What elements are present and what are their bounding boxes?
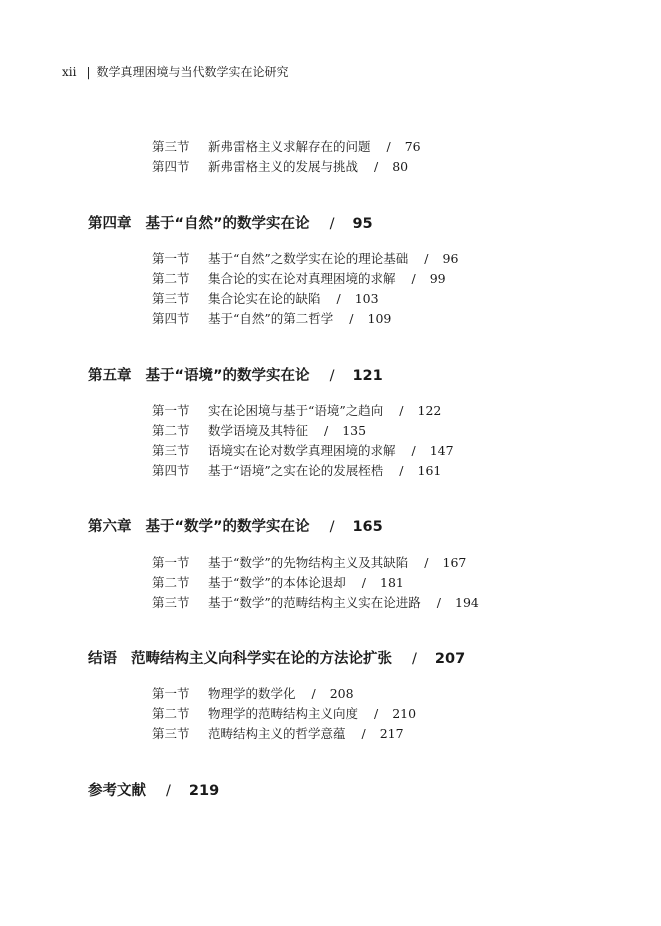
slash: /	[361, 575, 366, 590]
chapter-page: 207	[434, 651, 466, 667]
section-page: 76	[404, 139, 421, 154]
section-title: 基于“数学”的本体论退却	[208, 575, 346, 590]
toc-section-entry[interactable]	[152, 463, 441, 479]
section-number: 第二节	[152, 423, 190, 438]
slash: /	[361, 726, 366, 741]
chapter-page: 95	[352, 216, 373, 232]
section-title: 实在论困境与基于“语境”之趋向	[208, 403, 384, 418]
section-title: 范畴结构主义的哲学意蕴	[208, 726, 346, 741]
toc-section-entry[interactable]	[152, 423, 366, 439]
section-title: 基于“自然”之数学实在论的理论基础	[208, 251, 409, 266]
section-number: 第四节	[152, 311, 190, 326]
section-number: 第四节	[152, 159, 190, 174]
section-page: 167	[442, 555, 467, 570]
section-number: 第二节	[152, 271, 190, 286]
slash: /	[412, 651, 417, 667]
section-page: 135	[342, 423, 367, 438]
chapter-title: 基于“自然”的数学实在论	[145, 216, 310, 232]
chapter-title: 基于“语境”的数学实在论	[145, 368, 310, 384]
references-page: 219	[188, 783, 220, 799]
slash: /	[436, 595, 442, 610]
section-page: 99	[429, 271, 446, 286]
section-number: 第一节	[152, 251, 190, 266]
slash: /	[399, 463, 404, 478]
section-number: 第二节	[152, 575, 190, 590]
toc-chapter-4[interactable]	[88, 214, 373, 234]
slash: /	[311, 686, 316, 701]
slash: /	[424, 555, 429, 570]
section-title: 基于“数学”的先物结构主义及其缺陷	[208, 555, 409, 570]
section-number: 第二节	[152, 706, 190, 721]
section-title: 新弗雷格主义求解存在的问题	[208, 139, 371, 154]
section-number: 第三节	[152, 291, 190, 306]
toc-section-entry[interactable]	[152, 271, 446, 287]
slash: /	[329, 368, 335, 384]
header-separator: |	[86, 65, 91, 79]
slash: /	[411, 443, 416, 458]
toc-section-entry[interactable]	[152, 139, 421, 155]
toc-chapter-6[interactable]	[88, 517, 383, 537]
section-title: 基于“自然”的第二哲学	[208, 311, 334, 326]
section-page: 122	[417, 403, 442, 418]
slash: /	[336, 291, 341, 306]
chapter-number: 第四章	[88, 216, 132, 232]
section-number: 第一节	[152, 403, 190, 418]
toc-section-entry[interactable]	[152, 706, 416, 722]
section-number: 第三节	[152, 139, 190, 154]
toc-section-entry[interactable]	[152, 443, 454, 459]
section-page: 208	[329, 686, 354, 701]
slash: /	[329, 216, 335, 232]
section-number: 第四节	[152, 463, 190, 478]
chapter-number: 结语	[88, 651, 117, 667]
toc-references[interactable]	[88, 781, 219, 801]
toc-chapter-5[interactable]	[88, 366, 383, 386]
toc-section-entry[interactable]	[152, 403, 441, 419]
toc-section-entry[interactable]	[152, 575, 404, 591]
section-number: 第三节	[152, 443, 190, 458]
slash: /	[349, 311, 354, 326]
slash: /	[374, 159, 379, 174]
section-page: 80	[392, 159, 409, 174]
section-page: 217	[379, 726, 404, 741]
section-title: 物理学的范畴结构主义向度	[208, 706, 359, 721]
toc-section-entry[interactable]	[152, 159, 408, 175]
chapter-page: 121	[352, 368, 383, 384]
section-title: 基于“数学”的范畴结构主义实在论进路	[208, 595, 421, 610]
toc-section-entry[interactable]	[152, 686, 354, 702]
section-title: 集合论实在论的缺陷	[208, 291, 321, 306]
slash: /	[411, 271, 416, 286]
toc-section-entry[interactable]	[152, 251, 458, 267]
section-page: 147	[429, 443, 454, 458]
section-number: 第一节	[152, 555, 190, 570]
toc-section-entry[interactable]	[152, 595, 479, 611]
toc-section-entry[interactable]	[152, 311, 391, 327]
toc-section-entry[interactable]	[152, 555, 466, 571]
header-book-title: 数学真理困境与当代数学实在论研究	[96, 65, 289, 79]
chapter-title: 基于“数学”的数学实在论	[145, 519, 310, 535]
toc-section-entry[interactable]	[152, 291, 379, 307]
section-title: 语境实在论对数学真理困境的求解	[208, 443, 396, 458]
section-page: 194	[455, 595, 479, 610]
section-title: 数学语境及其特征	[208, 423, 309, 438]
section-page: 161	[417, 463, 442, 478]
slash: /	[374, 706, 379, 721]
toc-section-entry[interactable]	[152, 726, 404, 742]
section-number: 第三节	[152, 595, 190, 610]
chapter-title: 范畴结构主义向科学实在论的方法论扩张	[131, 651, 392, 667]
section-page: 96	[442, 251, 459, 266]
chapter-number: 第五章	[88, 368, 132, 384]
toc-conclusion[interactable]	[88, 649, 465, 669]
slash: /	[166, 783, 171, 799]
slash: /	[386, 139, 391, 154]
section-number: 第一节	[152, 686, 190, 701]
chapter-number: 第六章	[88, 519, 132, 535]
section-title: 基于“语境”之实在论的发展桎梏	[208, 463, 384, 478]
section-page: 181	[380, 575, 404, 590]
section-title: 物理学的数学化	[208, 686, 296, 701]
chapter-page: 165	[352, 519, 383, 535]
slash: /	[424, 251, 429, 266]
slash: /	[324, 423, 329, 438]
slash: /	[399, 403, 404, 418]
header-page-number: xii	[62, 65, 77, 79]
section-title: 新弗雷格主义的发展与挑战	[208, 159, 359, 174]
slash: /	[329, 519, 335, 535]
section-title: 集合论的实在论对真理困境的求解	[208, 271, 396, 286]
section-number: 第三节	[152, 726, 190, 741]
section-page: 210	[392, 706, 417, 721]
section-page: 103	[354, 291, 379, 306]
section-page: 109	[367, 311, 392, 326]
references-title: 参考文献	[88, 783, 146, 799]
